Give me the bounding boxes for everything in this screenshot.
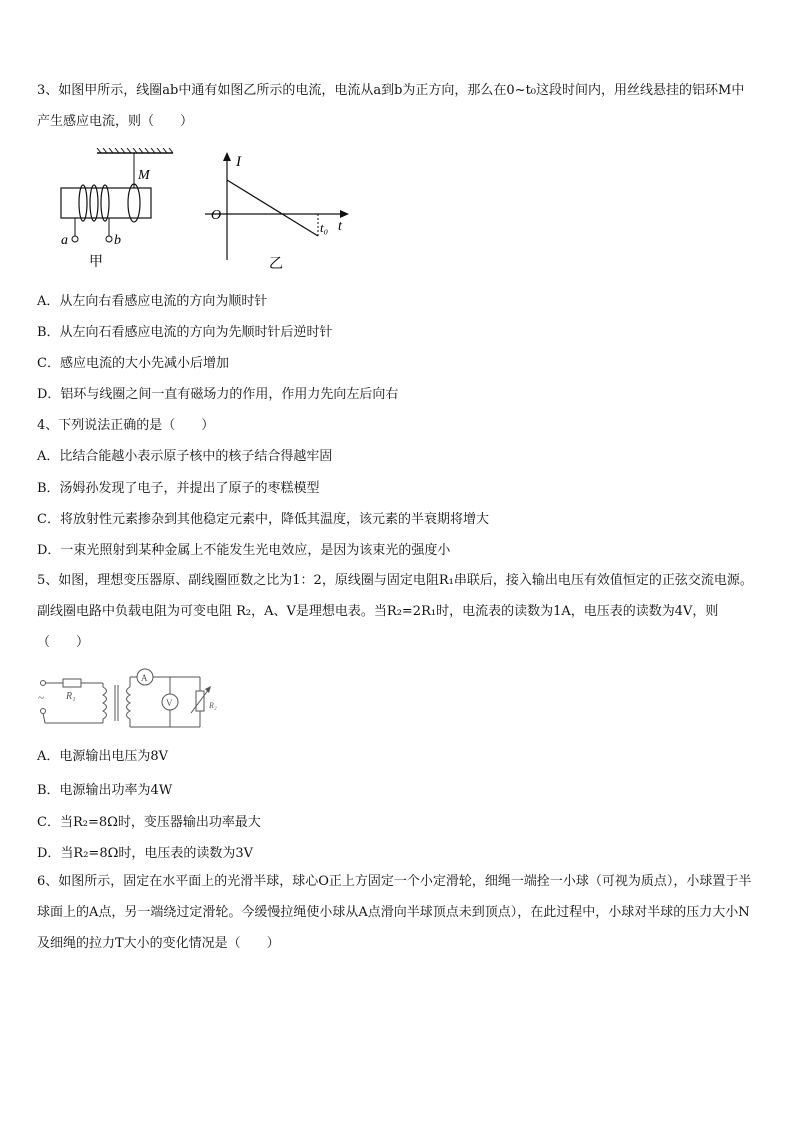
question-3-stem: 3、如图甲所示，线圈ab中通有如图乙所示的电流，电流从a到b为正方向，那么在0~t₀这段时间内，用丝线悬挂的铝环M中产生感应电流，则（ ）	[37, 83, 745, 129]
label-ammeter: A	[141, 673, 148, 683]
axis-label-i: I	[236, 154, 241, 170]
question-5-stem: 5、如图，理想变压器原、副线圈匝数之比为1：2，原线圈与固定电阻R₁串联后，接入输出电压有效值恒定的正弦交流电源。副线圈电路中负载电阻为可变电阻 R₂，A、V是理想电表。当R₂=2R₁时，电流表的读数为1A，电压表的读数为4V，则（ ）	[37, 573, 753, 650]
q4-option-b: B．汤姆孙发现了电子，并提出了原子的枣糕模型	[37, 481, 320, 496]
coil-figure-jia	[55, 148, 185, 270]
transformer-circuit	[35, 665, 225, 735]
resistor-r1	[63, 679, 81, 687]
q5-option-d: D．当R₂=8Ω时，电压表的读数为3V	[37, 846, 254, 861]
question-4-stem: 4、下列说法正确的是（ ）	[37, 418, 215, 433]
figure-caption-yi: 乙	[269, 257, 283, 272]
q5-option-a: A．电源输出电压为8V	[37, 749, 169, 764]
q3-option-a: A．从左向右看感应电流的方向为顺时针	[37, 294, 268, 309]
current-graph-yi	[205, 150, 355, 272]
terminal-label-a: a	[61, 233, 68, 248]
q3-option-b: B．从左向石看感应电流的方向为先顺时针后逆时针	[37, 325, 333, 340]
q5-option-b: B．电源输出功率为4W	[37, 783, 173, 798]
label-voltmeter: V	[166, 698, 173, 708]
q4-option-c: C．将放射性元素掺杂到其他稳定元素中，降低其温度，该元素的半衰期将增大	[37, 512, 489, 527]
tick-label-t0: t₀	[320, 220, 329, 235]
q4-option-a: A．比结合能越小表示原子核中的核子结合得越牢固	[37, 449, 333, 464]
q5-option-c: C．当R₂=8Ω时，变压器输出功率最大	[37, 815, 261, 830]
terminal-label-b: b	[114, 233, 121, 248]
label-r1: R₁	[66, 691, 76, 702]
ac-source-symbol: ~	[38, 692, 44, 704]
q3-option-c: C．感应电流的大小先减小后增加	[37, 356, 229, 371]
axis-label-t: t	[338, 219, 342, 234]
label-r2: R₂	[209, 701, 217, 710]
origin-label-o: O	[211, 208, 222, 223]
q3-option-d: D．铝环与线圈之间一直有磁场力的作用，作用力先向左后向右	[37, 387, 399, 402]
q4-option-d: D．一束光照射到某种金属上不能发生光电效应，是因为该束光的强度小	[37, 543, 451, 558]
ring-label-m: M	[138, 168, 150, 183]
figure-caption-jia: 甲	[89, 255, 103, 270]
question-6-stem: 6、如图所示，固定在水平面上的光滑半球，球心O正上方固定一个小定滑轮，细绳一端拴一小球（可视为质点），小球置于半球面上的A点，另一端绕过定滑轮。今缓慢拉绳使小球从A点滑向半球顶点未到顶点），在此过程中，小球对半球的压力大小N及细绳的拉力T大小的变化情况是（ ）	[37, 874, 752, 951]
current-line	[227, 180, 318, 236]
